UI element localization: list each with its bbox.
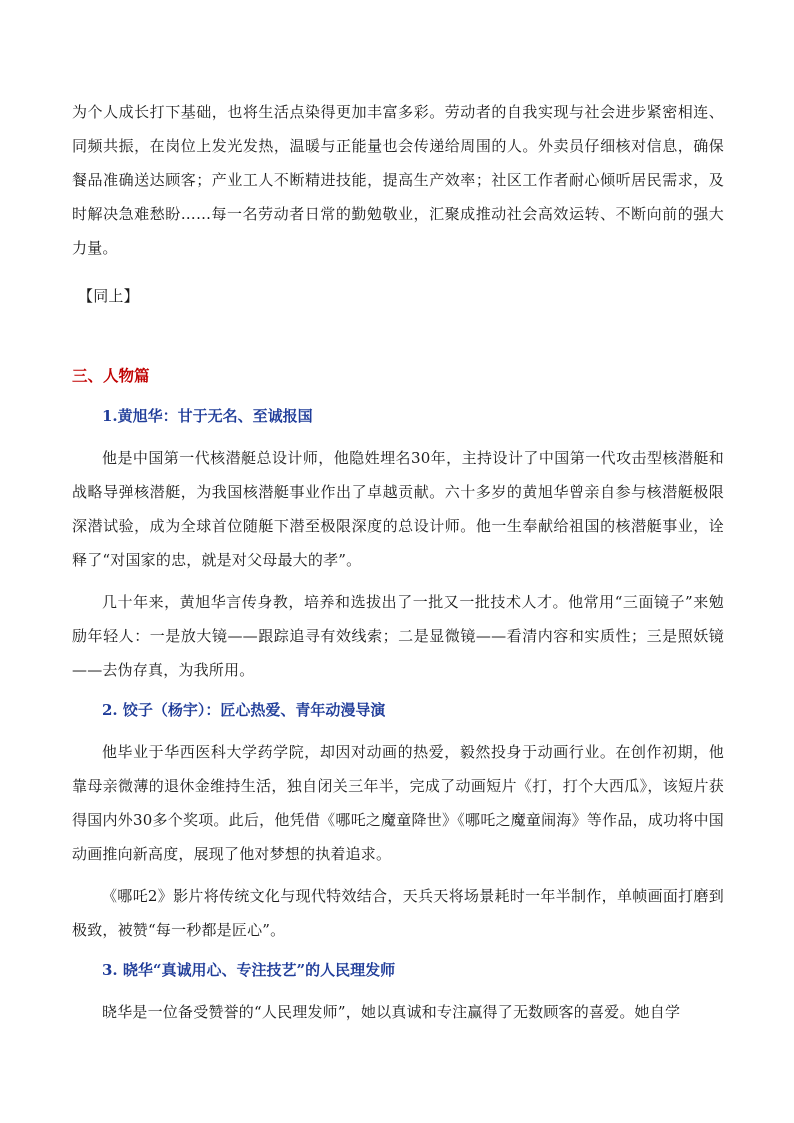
person-2-paragraph-1: 他毕业于华西医科大学药学院，却因对动画的热爱，毅然投身于动画行业。在创作初期，他靠母亲微薄的退休金维持生活，独自闭关三年半，完成了动画短片《打，打个大西瓜》，该短片获得国内外30多个奖项。此后，他凭借《哪吒之魔童降世》《哪吒之魔童闹海》等作品，成功将中国动画推向新高度，展现了他对梦想的执着追求。 (72, 743, 724, 863)
document-page (72, 95, 724, 1029)
person-2-paragraph-2: 《哪吒2》影片将传统文化与现代特效结合，天兵天将场景耗时一年半制作，单帧画面打磨到极致，被赞“每一秒都是匠心”。 (72, 887, 724, 939)
person-1-title: 1.黄旭华：甘于无名、至诚报国 (102, 407, 313, 425)
person-1-paragraph-1: 他是中国第一代核潜艇总设计师，他隐姓埋名30年，主持设计了中国第一代攻击型核潜艇和战略导弹核潜艇，为我国核潜艇事业作出了卓越贡献。六十多岁的黄旭华曾亲自参与核潜艇极限深潜试验，成为全球首位随艇下潜至极限深度的总设计师。他一生奉献给祖国的核潜艇事业，诠释了“对国家的忠，就是对父母最大的孝”。 (72, 449, 724, 569)
person-3-paragraph-1: 晓华是一位备受赞誉的“人民理发师”，她以真诚和专注赢得了无数顾客的喜爱。她自学 (102, 1003, 681, 1021)
person-3-title: 3. 晓华“真诚用心、专注技艺”的人民理发师 (102, 961, 396, 979)
intro-paragraph: 为个人成长打下基础，也将生活点染得更加丰富多彩。劳动者的自我实现与社会进步紧密相连、同频共振，在岗位上发光发热，温暖与正能量也会传递给周围的人。外卖员仔细核对信息，确保餐品准确送达顾客；产业工人不断精进技能，提高生产效率；社区工作者耐心倾听居民需求，及时解决急难愁盼……每一名劳动者日常的勤勉敬业，汇聚成推动社会高效运转、不断向前的强大力量。 (72, 103, 724, 257)
source-note: 【同上】 (78, 287, 139, 305)
person-2-title: 2. 饺子（杨宇）：匠心热爱、青年动漫导演 (102, 701, 386, 719)
section-title: 三、人物篇 (72, 366, 150, 385)
person-1-paragraph-2: 几十年来，黄旭华言传身教，培养和选拔出了一批又一批技术人才。他常用“三面镜子”来勉励年轻人：一是放大镜——跟踪追寻有效线索；二是显微镜——看清内容和实质性；三是照妖镜——去伪存真，为我所用。 (72, 593, 724, 679)
